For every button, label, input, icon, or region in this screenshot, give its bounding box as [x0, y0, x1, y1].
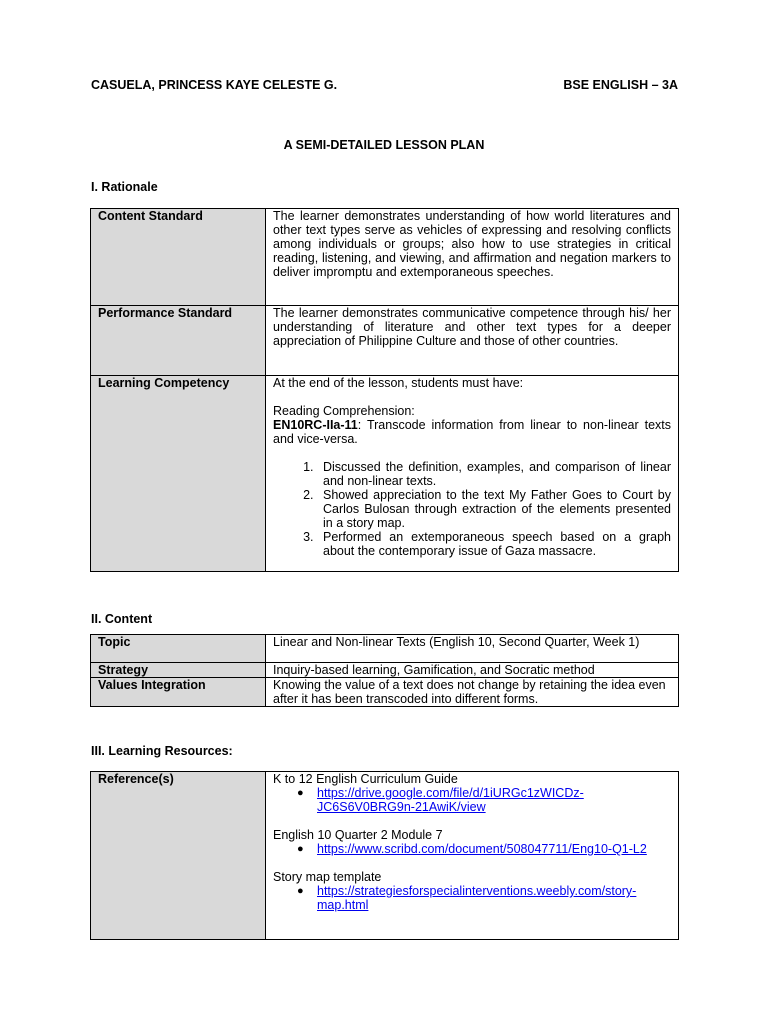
reference-link-story-map[interactable]: https://strategiesforspecialinterventions.weebly.com/story-map.html [317, 884, 637, 912]
competency-code-line [273, 418, 671, 446]
table-row [91, 209, 679, 306]
row-label-performance-standard: Performance Standard [91, 306, 266, 376]
competency-code: EN10RC-IIa-11 [273, 418, 358, 432]
row-label-references: Reference(s) [91, 772, 266, 940]
table-row [91, 635, 679, 663]
row-label-strategy: Strategy [91, 663, 266, 678]
reference-title: K to 12 English Curriculum Guide [273, 772, 458, 786]
row-label-values-integration: Values Integration [91, 678, 266, 707]
document-title: A SEMI-DETAILED LESSON PLAN [283, 138, 485, 152]
list-item: 3. Performed an extemporaneous speech based on a graph about the contemporary issue of Gaza massacre. [317, 530, 671, 558]
table-row [91, 678, 679, 707]
competency-intro: At the end of the lesson, students must have: [273, 376, 524, 390]
row-label-learning-competency: Learning Competency [91, 376, 266, 572]
reference-links [273, 884, 671, 912]
list-item: 1. Discussed the definition, examples, and comparison of linear and non-linear texts. [317, 460, 671, 488]
reference-title: English 10 Quarter 2 Module 7 [273, 828, 443, 842]
table-row [91, 306, 679, 376]
content-standard-text: The learner demonstrates understanding of how world literatures and other text types serve as vehicles of expressing and resolving conflicts among individuals or groups; also how to use strategies in critical reading, listening, and viewing, and affirmation and negation markers to deliver impromptu and extemporaneous speeches. [266, 209, 679, 306]
table-row [91, 772, 679, 940]
course-section: BSE ENGLISH – 3A [563, 78, 678, 92]
references-cell [266, 772, 679, 940]
reference-link-module[interactable]: https://www.scribd.com/document/508047711/Eng10-Q1-L2 [317, 842, 647, 856]
section-heading-rationale: I. Rationale [91, 180, 158, 194]
rationale-table [90, 208, 679, 572]
list-item [297, 786, 671, 814]
values-integration-text: Knowing the value of a text does not change by retaining the idea even after it has been transcoded into different forms. [266, 678, 679, 707]
table-row [91, 663, 679, 678]
reference-title: Story map template [273, 870, 382, 884]
author-name: CASUELA, PRINCESS KAYE CELESTE G. [91, 78, 338, 92]
list-item: 2. Showed appreciation to the text My Father Goes to Court by Carlos Bulosan through extraction of the elements presented in a story map. [317, 488, 671, 530]
list-item [297, 842, 671, 856]
document-header [91, 78, 678, 92]
table-row [91, 376, 679, 572]
competency-code-text: : Transcode information from linear to non-linear texts and vice-versa. [273, 418, 671, 446]
reference-link-curriculum-guide[interactable]: https://drive.google.com/file/d/1iURGc1zWICDz-JC6S6V0BRG9n-21AwiK/view [317, 786, 584, 814]
section-heading-content: II. Content [91, 612, 153, 626]
reference-links [273, 786, 671, 814]
learning-competency-cell [266, 376, 679, 572]
bullet-icon: ● [297, 885, 304, 897]
row-label-content-standard: Content Standard [91, 209, 266, 306]
strategy-text: Inquiry-based learning, Gamification, and Socratic method [266, 663, 679, 678]
list-item [297, 884, 671, 912]
section-heading-resources: III. Learning Resources: [91, 744, 233, 758]
performance-standard-text: The learner demonstrates communicative competence through his/ her understanding of literature and other text types for a deeper appreciation of Philippine Culture and those of other countries. [266, 306, 679, 376]
competency-subheading: Reading Comprehension: [273, 404, 415, 418]
resources-table [90, 771, 679, 940]
reference-links [273, 842, 671, 856]
content-table [90, 634, 679, 707]
bullet-icon: ● [297, 843, 304, 855]
topic-text: Linear and Non-linear Texts (English 10, Second Quarter, Week 1) [266, 635, 679, 663]
bullet-icon: ● [297, 787, 304, 799]
row-label-topic: Topic [91, 635, 266, 663]
objectives-list [273, 460, 671, 558]
